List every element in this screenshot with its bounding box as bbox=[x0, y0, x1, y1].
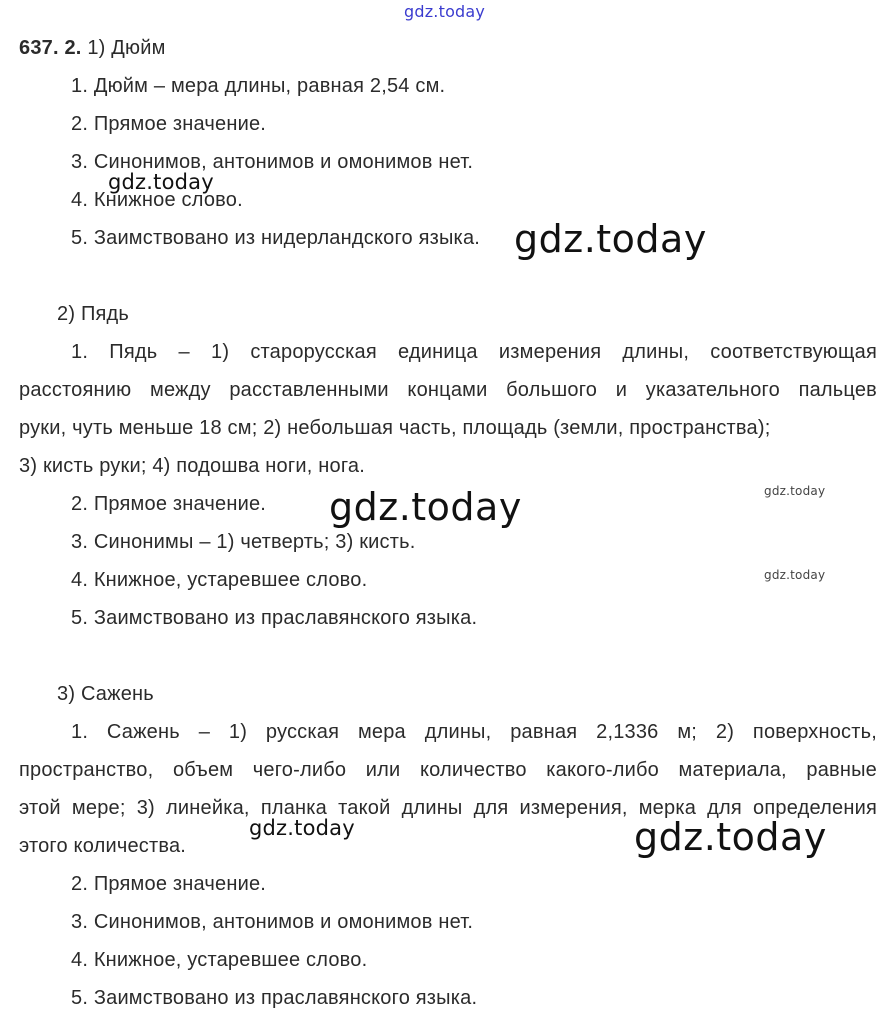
section-2-title: 2) Пядь bbox=[57, 303, 130, 325]
watermark-tiny-1: gdz.today bbox=[764, 484, 826, 498]
watermark-large-1: gdz.today bbox=[514, 217, 707, 261]
section-3-title: 3) Сажень bbox=[57, 683, 154, 705]
section-3-item: 3. Синонимов, антонимов и омонимов нет. bbox=[71, 911, 474, 933]
watermark-large-2: gdz.today bbox=[329, 485, 522, 529]
section-3-definition-line: пространство, объем чего-либо или количество какого-либо материала, равные bbox=[19, 759, 877, 781]
section-2-definition-line: расстоянию между расставленными концами большого и указательного пальцев bbox=[19, 379, 877, 401]
watermark-large-3: gdz.today bbox=[634, 815, 827, 859]
watermark-top: gdz.today bbox=[404, 2, 486, 21]
exercise-header bbox=[19, 36, 166, 60]
exercise-number: 637. 2. bbox=[19, 37, 82, 59]
section-3-definition-line: этого количества. bbox=[19, 835, 187, 857]
section-1-item: 4. Книжное слово. bbox=[71, 189, 243, 211]
watermark-small-2: gdz.today bbox=[249, 816, 355, 840]
section-1-title: 1) Дюйм bbox=[87, 37, 166, 59]
section-3-definition-line: этой мере; 3) линейка, планка такой длины для измерения, мерка для определения bbox=[19, 797, 877, 819]
section-2-item: 4. Книжное, устаревшее слово. bbox=[71, 569, 368, 591]
section-1-item: 5. Заимствовано из нидерландского языка. bbox=[71, 227, 481, 249]
section-2-item: 3. Синонимы – 1) четверть; 3) кисть. bbox=[71, 531, 416, 553]
section-2-definition-line: 1. Пядь – 1) старорусская единица измерения длины, соответствующая bbox=[71, 341, 877, 363]
section-1-item: 1. Дюйм – мера длины, равная 2,54 см. bbox=[71, 75, 446, 97]
watermark-small-1: gdz.today bbox=[108, 170, 214, 194]
section-1-item: 2. Прямое значение. bbox=[71, 113, 267, 135]
watermark-tiny-2: gdz.today bbox=[764, 568, 826, 582]
section-2-definition-line: руки, чуть меньше 18 см; 2) небольшая часть, площадь (земли, пространства); bbox=[19, 417, 771, 439]
section-3-item: 4. Книжное, устаревшее слово. bbox=[71, 949, 368, 971]
section-1-item: 3. Синонимов, антонимов и омонимов нет. bbox=[71, 151, 474, 173]
section-2-definition-line: 3) кисть руки; 4) подошва ноги, нога. bbox=[19, 455, 365, 477]
section-2-item: 5. Заимствовано из праславянского языка. bbox=[71, 607, 478, 629]
section-2-item: 2. Прямое значение. bbox=[71, 493, 267, 515]
section-3-item: 5. Заимствовано из праславянского языка. bbox=[71, 987, 478, 1009]
section-3-definition-line: 1. Сажень – 1) русская мера длины, равная 2,1336 м; 2) поверхность, bbox=[71, 721, 877, 743]
section-3-item: 2. Прямое значение. bbox=[71, 873, 267, 895]
